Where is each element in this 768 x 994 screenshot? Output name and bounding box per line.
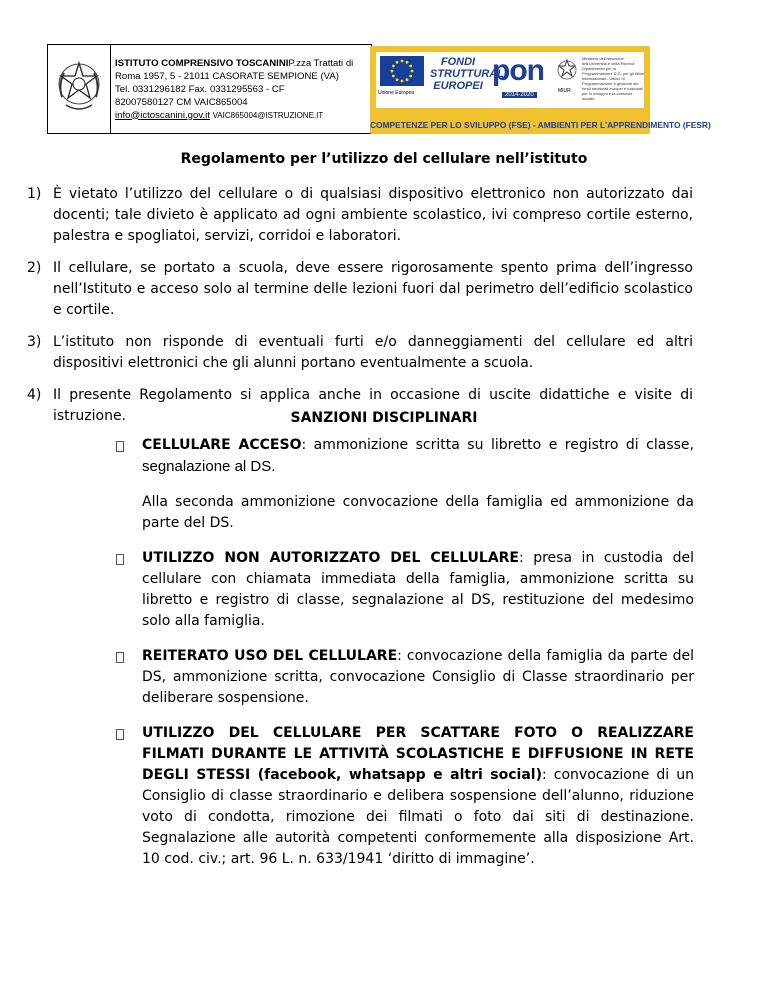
sanction-title: UTILIZZO DEL CELLULARE PER SCATTARE FOTO O REALIZZARE FILMATI DURANTE LE ATTIVITÀ SCOLASTICHE E DIFFUSIONE IN RETE DEGLI STESSI (facebook, whatsapp e altri social) [142,725,694,783]
rule-number: 3) [27,334,42,350]
bullet-box-icon [116,652,124,663]
rule-text: L’istituto non risponde di eventuali furti e/o danneggiamenti del cellulare ed altri dispositivi elettronici che gli alunni portano eventualmente a scuola. [53,334,693,371]
rule-item [27,332,693,374]
fondi-line-3: EUROPEI [433,80,483,92]
school-phone: Tel. 0331296182 Fax. 0331295563 - CF [115,83,285,95]
fondi-strutturali-logo [430,56,507,92]
rule-item [27,258,693,321]
school-email-line [115,109,367,122]
rule-text: Il cellulare, se portato a scuola, deve essere rigorosamente spento prima dell’ingresso nell’Istituto e acceso solo al termine delle lezioni fuori dal perimetro dell’edificio scolastico e cortile. [53,260,693,318]
school-email-2: VAIC865004@ISTRUZIONE.IT [212,110,324,120]
eu-caption: Unione Europea [378,90,415,96]
sanction-text: : convocazione della famiglia da parte del DS, ammonizione scritta, convocazione Consiglio di Classe straordinario per deliberare sospensione. [142,648,694,706]
pon-years: 2014-2020 [502,92,537,98]
miur-emblem-icon [556,58,578,82]
sanction-note: Alla seconda ammonizione convocazione della famiglia ed ammonizione da parte del DS. [142,494,694,531]
school-name-line [115,57,367,70]
sanctions-heading: SANZIONI DISCIPLINARI [290,410,478,426]
bullet-box-icon [116,554,124,565]
school-header [47,44,372,134]
banner-strip-text: COMPETENZE PER LO SVILUPPO (FSE) - AMBIENTI PER L'APPRENDIMENTO (FESR) [370,120,711,130]
republic-emblem-cell [48,45,111,134]
pon-banner [370,46,711,134]
sanction-item [116,646,694,709]
rules-list [27,184,693,438]
sanction-text: : convocazione di un Consiglio di classe straordinario e delibera sospensione dell’alunno, riduzione voto di condotta, rimozione dei filmati o foto dai siti di destinazione. Segnalazione alle autorità competenti conformemente alla disposizione Art. 10 cod. civ.; art. 96 L. n. 633/1941 ‘diritto di immagine’. [142,767,694,867]
sanction-text: : presa in custodia del cellulare con chiamata immediata della famiglia, ammonizione scritta su libretto e registro di classe, segnalazione al DS, restituzione del medesimo solo alla famiglia. [142,550,694,629]
rule-number: 1) [27,186,42,202]
sanction-title: UTILIZZO NON AUTORIZZATO DEL CELLULARE [142,550,519,566]
rule-number: 4) [27,387,42,403]
school-codes: 82007580127 CM VAIC865004 [115,96,248,108]
fondi-line-2: STRUTTURALI [430,68,507,80]
sanctions-list [116,435,694,884]
republic-emblem-icon [54,59,104,115]
school-info-cell [111,45,372,134]
rule-text: Il presente Regolamento si applica anche in occasione di uscite didattiche e visite di istruzione. [53,387,693,424]
miur-caption: MIUR [558,88,571,94]
sanction-item [116,435,694,478]
page-title: Regolamento per l’utilizzo del cellulare nell’istituto [180,151,588,167]
miur-description: Ministero dell'Istruzione, dell'Università e della Ricerca Dipartimento per la Programmazione D.G. per gli Affari Internazionali - Ufficio IV Programmazione e gestione dei fondi strutturali europei e nazionali per lo sviluppo e la coesione sociale [582,56,644,101]
eu-flag-icon [380,56,424,86]
pon-logo-text: pon [492,54,544,87]
sanction-item [116,548,694,632]
rule-item [27,184,693,247]
sanction-text: : ammonizione scritta su libretto e registro di classe, [301,437,694,453]
school-address-1: P.zza Trattati di [288,57,354,69]
sanction-tail: segnalazione al DS. [142,458,276,475]
school-name: ISTITUTO COMPRENSIVO TOSCANINI [115,57,289,69]
sanction-title: CELLULARE ACCESO [142,437,302,453]
sanction-item [116,723,694,870]
fondi-line-1: FONDI [440,56,476,68]
banner-logos [376,52,644,108]
rule-text: È vietato l’utilizzo del cellulare o di qualsiasi dispositivo elettronico non autorizzato dai docenti; tale divieto è applicato ad ogni ambiente scolastico, ivi compreso cortile esterno, palestra e spogliatoi, servizi, corridoi e laboratori. [53,186,693,244]
sanction-title: REITERATO USO DEL CELLULARE [142,648,398,664]
school-address-2: Roma 1957, 5 - 21011 CASORATE SEMPIONE (VA) [115,70,339,82]
bullet-box-icon [116,729,124,740]
rule-number: 2) [27,260,42,276]
bullet-box-icon [116,441,124,452]
school-email-link[interactable]: info@ictoscanini.gov.it [115,109,210,121]
